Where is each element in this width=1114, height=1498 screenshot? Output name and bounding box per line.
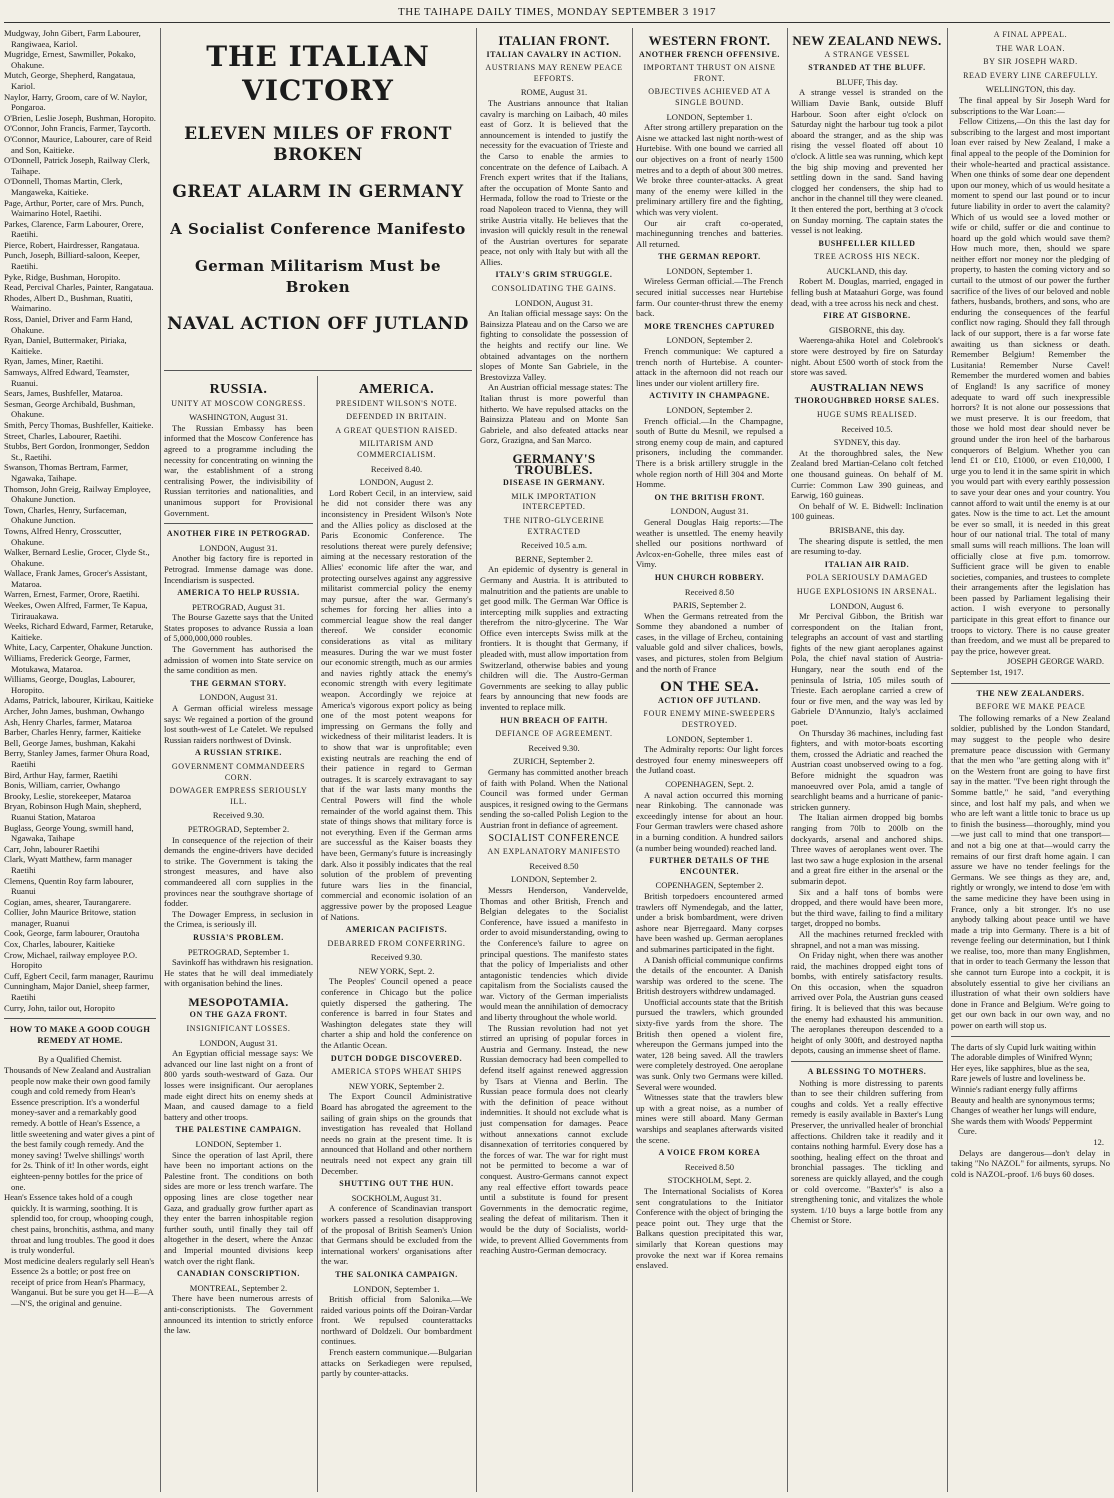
- poem-line: The darts of sly Cupid lurk waiting within: [951, 1041, 1096, 1052]
- divider: [164, 370, 472, 371]
- dateline: COPENHAGEN, September 2.: [655, 880, 764, 891]
- name-entry: Swanson, Thomas Bertram, Farmer, Ngawaka, Taihape.: [4, 462, 129, 483]
- dateline: SOCKHOLM, August 31.: [351, 1192, 442, 1203]
- name-entry: Sears, James, Bushfeller, Mataroa.: [4, 388, 123, 399]
- name-entry: O'Connor, John Francis, Farmer, Taycorth.: [4, 123, 151, 134]
- name-entry: Crow, Michael, railway employee P.O. Horopito: [4, 949, 138, 971]
- article-text: The International Socialists of Korea sent congratulations to the Initiator Conference with the object of bringing the peace point out. They urge that the Balkans question precipitated this war, similarly that Korean questions may provoke the next war if Korea remains enslaved.: [636, 1185, 783, 1271]
- subhead: THE GERMAN REPORT.: [658, 252, 761, 262]
- name-entry: Read, Percival Charles, Painter, Rangataua.: [4, 282, 154, 293]
- dateline: SYDNEY, this day.: [833, 437, 901, 448]
- article-text: An Austrian official message states: The Italian thrust is more powerful than hitherto. We have repulsed attacks on the Bainsizza Plateau and on Monte San Gabriele, and also defeated attacks near Gorz, Grazigna, and San Marco.: [480, 382, 628, 446]
- subhead: MORE TRENCHES CAPTURED: [644, 321, 775, 331]
- subhead: ACTION OFF JUTLAND.: [658, 695, 761, 705]
- divider: [164, 523, 313, 524]
- dateline: WASHINGTON, August 31.: [189, 412, 288, 423]
- article-text: The Dowager Empress, in seclusion in the Crimea, is seriously ill.: [164, 908, 313, 930]
- subhead: INSIGNIFICANT LOSSES.: [186, 1024, 291, 1034]
- dateline: ZURICH, September 2.: [513, 756, 595, 767]
- poem-line: Changes of weather her lungs will endure,: [951, 1105, 1097, 1116]
- section-head: AUSTRALIAN NEWS: [810, 381, 924, 394]
- name-entry: Bonis, William, carrier, Owhango: [4, 780, 121, 791]
- article-text: An epidemic of dysentry is general in Germany and Austria. It is attributed to malnutrition and the patients are unable to get good milk. The German War Office is intercepting milk supplies and extracting therefrom the nitro-glycerine. The War Office even intercepts Swiss milk at the frontiers. It is thought that Germany, if pleaded with, must allow importation from Switzerland, otherwise babies and young children will die. The Austro-German Governments are seeking to allay public fears by announcing that new foods are invented to replace milk.: [480, 564, 628, 713]
- poem-line: She wards them with Woods' Peppermint Cure.: [951, 1115, 1093, 1137]
- name-entry: Towns, Alfred Henry, Crosscutter, Ohakune.: [4, 525, 122, 547]
- western-column: [636, 28, 783, 1494]
- poem: [951, 1042, 1110, 1137]
- name-entry: Wallace, Frank James, Grocer's Assistant, Mataroa.: [4, 568, 148, 589]
- name-entry: Bell, George James, bushman, Kakahi: [4, 737, 136, 748]
- subhead: HUGE EXPLOSIONS IN ARSENAL.: [796, 586, 938, 596]
- subhead: SOCIALIST CONFERENCE: [488, 832, 620, 844]
- masthead-rule: [4, 22, 1110, 23]
- article-text: French communique: We captured a trench north of Hurtebise. A counter-attack in the afternoon did not reach our lines under our violent artillery fire.: [636, 346, 783, 388]
- name-entry: Rhodes, Albert D., Bushman, Ruatiti, Waimarino.: [4, 292, 133, 314]
- dateline: LONDON, September 1.: [195, 1139, 282, 1149]
- ad-byline: By a Qualified Chemist.: [38, 1054, 122, 1065]
- name-entry: Punch, Joseph, Billiard-saloon, Keeper, Raetihi.: [4, 250, 140, 272]
- subhead: THE PALESTINE CAMPAIGN.: [175, 1125, 302, 1135]
- article-text: An Egyptian official message says: We advanced our line last night on a front of 800 yards south-westward of Gaza. Our losses were insignificant. Our aeroplanes made eight direct hits on enemy sheds at Maan, and caused damage to a field battery and other troops.: [164, 1048, 313, 1122]
- name-entry: Thomson, John Greig, Railway Employee, Ohakune Junction.: [4, 483, 151, 505]
- subhead: THOROUGHBRED HORSE SALES.: [794, 396, 940, 406]
- article-text: An Italian official message says: On the Bainsizza Plateau and on the Carso we are fighting to consolidate the possession of the heights and rectify our line. We obtained advantages on the northern slopes of Monte San Gabriele, in the Brestovizza Valley.: [480, 308, 628, 382]
- name-entry: Buglass, George Young, swmill hand, Ngawaka, Taihape: [4, 822, 134, 844]
- name-entry: Cogian, ames, shearer, Taurangarere.: [4, 896, 132, 907]
- name-entry: O'Donnell, Thomas Martin, Clerk, Mangaweka, Kaitieke.: [4, 176, 123, 197]
- article-text: There have been numerous arrests of anti-conscriptionists. The Government announced its intention to strictly enforce the law.: [164, 1293, 313, 1336]
- subhead: DOWAGER EMPRESS SERIOUSLY ILL.: [169, 786, 308, 806]
- name-entry: Ash, Henry Charles, farmer, Mataroa: [4, 716, 132, 727]
- subhead: THE NEW ZEALANDERS.: [976, 688, 1085, 698]
- name-entry: Stubbs, Bert Gordon, Ironmonger, Seddon St., Raetihi.: [4, 441, 150, 462]
- dateline: LONDON, September 1.: [353, 1283, 440, 1294]
- article-text: British official from Salonika.—We raided various points off the Doiran-Vardar front. We repulsed counterattacks northward of Doldzeli. Our bombardment continues.: [321, 1294, 472, 1347]
- subhead: THE SALONIKA CAMPAIGN.: [335, 1269, 458, 1279]
- name-entry: Collier, John Maurice Britowe, station manager, Ruanui: [4, 907, 136, 928]
- lead-subhead: German Militarism Must be Broken: [194, 257, 442, 296]
- name-entry: O'Connor, Maurice, Labourer, care of Reid and Son, Kaitieke.: [4, 133, 152, 155]
- name-entry: Mugridge, Ernest, Sawmiller, Pokako, Ohakune.: [4, 49, 136, 70]
- names-column: [4, 28, 156, 1494]
- received-time: Received 8.40.: [370, 463, 423, 474]
- russia-column: [164, 380, 313, 1494]
- subhead: A VOICE FROM KOREA: [658, 1148, 761, 1158]
- poem-line: Winnie's radiant energy fully affirms: [951, 1084, 1078, 1094]
- column-rule: [160, 28, 161, 1492]
- dateline: BERNE, September 2.: [515, 553, 593, 564]
- ad-body: [4, 1065, 156, 1309]
- subhead: POLA SERIOUSLY DAMAGED: [806, 573, 928, 583]
- section-head: ON THE SEA.: [660, 679, 759, 696]
- dateline: LONDON, August 31.: [515, 297, 593, 308]
- section-head: RUSSIA.: [209, 382, 268, 397]
- article-text: Fellow Citizens,—On this the last day for subscribing to the largest and most important loan ever raised by New Zealand, I make a final appeal to the people of the Dominion for their whole-hearted and practical assistance. When one thinks of some dear one dependent upon our money, which of us would hesitate a moment to spend our last pound or to incur future liability in order to avert the calamity? Which of us would see a loved mother or wife or child, suffer or die and continue to hoard up the gold which would save them? How much more, then, should we spare neither effort nor money nor the pledging of property, to hasten the coming victory and so curtail to the utmost of our power the further sacrifice of the lives of our beloved and noble fathers, husbands, brothers, and sons, who are enduring the consequences of the fearful conflict now raging. Should they fall through lack of our support, there is a far worse fate awaiting us than sickness or death. Remember Belgium! Remember the Lusitania! Remember Nurse Cavel! Remember the murdered women and babies of England! Is any sacrifice of money adequate to ward off such inexpressible horrors? It is not alone our possessions that we must preserve. It is our freedom, that those we hold most dear should never be ground under the iron heel of the barbarous conquerors of Belgium. Whether you can lend £1 or £10, £1000, or even £10,000, I urge you to lend it in the same spirit in which you would part with every earthly possession to save your dear ones and your country. You cannot afford to wait until the enemy is at our gates. Now is the time to act. Let the amount be ever so small, it is needed in this great hour of our national trial. The total of many small sums will reach millions. The loan will officially close at five p.m. tomorrow. Sufficient grace will be given to enable societies, companies, and trustees to complete their arrangements after the legislation has been passed by Parliament legalising their action. I wish everyone to personally participate in this great effort to finance our troops to victory. There is no cause greater than freedom, and we must all be prepared to pay the price, however great.: [951, 116, 1110, 656]
- dateline: NEW YORK, September 2.: [348, 1080, 445, 1091]
- dateline: LONDON, August 31.: [199, 692, 278, 703]
- dateline: PETROGRAD, September 1.: [187, 946, 290, 957]
- subhead: BY SIR JOSEPH WARD.: [983, 57, 1078, 67]
- article-text: A Danish official communique confirms the details of the encounter. A Danish warship was ordered to the scene. The British destroyers withdrew undamaged.: [636, 954, 783, 997]
- name-entry: Carr, John, labourer Raetihi: [4, 843, 100, 854]
- article-text: In consequence of the rejection of their demands the engine-drivers have decided to strike. The Government is taking the strongest measures, and have also commandeered all corn supplies in the provinces near the southgrave shortage of fodder.: [164, 834, 313, 909]
- poem-line: The adorable dimples of Winifred Wynn;: [951, 1052, 1093, 1063]
- name-entry: Barber, Charles Henry, farmer, Kaitieke: [4, 727, 141, 738]
- article-text: On Friday night, when there was another raid, the machines dropped eight tons of bombs, with entirely satisfactory results. On this occasion, when the squadron arrived over Pola, the Austrian guns ceased firing. It is believed that this was because the enemy had exhausted his ammunition. The aeroplanes thereupon descended to a height of only 300ft, and destroyed naptha depots, causing an immense sheet of flame.: [791, 950, 943, 1056]
- poem-line: Beauty and health are synonymous terms;: [951, 1094, 1095, 1105]
- subhead: BUSHFELLER KILLED: [818, 238, 916, 248]
- name-entry: Cunningham, Major Daniel, sheep farmer, Raetihi: [4, 981, 150, 1003]
- name-entry: Cook, George, farm labourer, Orautoha: [4, 928, 140, 939]
- dateline: LONDON, September 1.: [666, 111, 753, 122]
- article-text: Nothing is more distressing to parents than to see their children suffering from coughs and colds. Yet a really effective remedy is easily available in Baxter's Lung Preserver, the unrivalled healer of bronchial affections. Children take it readily and it contains nothing harmful. Every dose has a soothing, healing effect on the throat and bronchial passages. The tickling and soreness are quickly allayed, and the cough or cold overcome. "Baxter's" is also a strengthening tonic, and vitalizes the whole system. 1/10 buys a large bottle from any Chemist or Store.: [791, 1077, 943, 1226]
- name-entry: Walker, Bernard Leslie, Grocer, Clyde St., Ohakune.: [4, 547, 150, 568]
- subhead: ACTIVITY IN CHAMPAGNE.: [649, 391, 770, 401]
- subhead: CONSOLIDATING THE GAINS.: [491, 284, 617, 294]
- name-entry: Ross, Daniel, Driver and Farm Hand, Ohakune.: [4, 314, 133, 335]
- section-head: WESTERN FRONT.: [648, 33, 771, 48]
- dateline: AUCKLAND, this day.: [826, 265, 908, 276]
- article-text: The Austrians announce that Italian cavalry is marching on Laibach, 40 miles east of Gorz. It is believed that the announcement is intended to justify the necessity for the evacuation of Trieste and the Carso to enable the armies to concentrate on the defence of Laibach. A French expert writes that if the Italians, after the occupation of Monte Santo and Hermada, follow the road to Trieste or the road Napoleon traced to Vienna, they will strike Austria vitally. He believes that the invasion will quickly result in the renewal of the Austrian overtures for separate peace, not only with Italy but with all the Allies.: [480, 97, 628, 267]
- article-text: The Government has authorised the admission of women into State service on the same condition as men.: [164, 644, 313, 676]
- dateline: NEW YORK, Sept. 2.: [358, 965, 435, 976]
- column-rule: [947, 28, 948, 1492]
- subhead: THE GERMAN STORY.: [190, 678, 287, 688]
- subhead: MILK IMPORTATION INTERCEPTED.: [511, 491, 597, 512]
- subhead: A RUSSIAN STRIKE.: [195, 748, 282, 758]
- name-entry: Williams, George, Douglas, Labourer, Horopito.: [4, 674, 136, 695]
- dateline: LONDON, September 1.: [666, 733, 753, 744]
- article-text: A strange vessel is stranded on the William Davie Bank, outside Bluff Harbour. Soon after eight o'clock on Saturday night the harbour tug took a pilot aboard the stranger, and as the ship was rising the vessel floated off about 10 o'clock. A little sea was running, which kept the big ship moving and prevented her settling down in the sand. Sand having clogged her condensers, the ship had to anchor in the channel till they were cleaned. It then entered the port, berthing at 3 o'cock on Sunday morning. The captain states the vessel is not leaking.: [791, 87, 943, 236]
- dateline: LONDON, September 2.: [511, 874, 597, 885]
- poem-number: 12.: [1093, 1136, 1104, 1147]
- name-entry: Pyke, Ridge, Bushman, Horopito.: [4, 271, 121, 282]
- article-text: Witnesses state that the trawlers blew up with a great noise, as a number of mines were still aboard. Many German warships and seaplanes afterwards visited the scene.: [636, 1092, 783, 1145]
- dateline: LONDON, August 6.: [830, 600, 904, 611]
- section-head: NEW ZEALAND NEWS.: [792, 33, 942, 48]
- subhead: A FINAL APPEAL.: [993, 30, 1068, 39]
- article-text: French eastern communique.—Bulgarian attacks on Serkadiegen were repulsed, partly by counter-attacks.: [321, 1347, 472, 1379]
- article-text: The shearing dispute is settled, the men are resuming to-day.: [791, 535, 943, 557]
- america-column: [321, 380, 472, 1494]
- subhead: DEFENDED IN BRITAIN.: [346, 412, 447, 422]
- article-text: The final appeal by Sir Joseph Ward for subscriptions to the War Loan:—: [951, 94, 1110, 116]
- article-text: Robert M. Douglas, married, engaged in felling bush at Mataahuri Gorge, was found dead, with a tree across his neck and chest.: [791, 276, 943, 308]
- article-text: The Peoples' Council opened a peace conference in Chicago but the police quietly dispersed the gathering. The conference is barred in four States and Washington delegates state they will charter a ship and hold the conference on the Atlantic Ocean.: [321, 976, 472, 1051]
- column-rule: [787, 28, 788, 1492]
- dateline: LONDON, August 31.: [670, 506, 749, 517]
- name-entry: Weeks, Richard Edward, Farmer, Retaruke, Kaitieke.: [4, 621, 154, 642]
- dateline: PETROGRAD, August 31.: [191, 601, 286, 612]
- name-entry: Smith, Percy Thomas, Bushfeller, Kaitieke.: [4, 419, 154, 430]
- name-entry: Street, Charles, Labourer, Raetihi.: [4, 430, 122, 441]
- article-text: French official.—In the Champagne, south of Butte du Mesnil, we repulsed a strong enemy coup de main, and captured prisoners, including the commander. There is a brisk artillery struggle in the whole region north of Hill 304 and Morte Homme.: [636, 415, 783, 490]
- subhead: OBJECTIVES ACHIEVED AT A SINGLE BOUND.: [648, 87, 771, 107]
- article-text: All the machines returned freckled with shrapnel, and not a man was missing.: [791, 928, 943, 950]
- dateline: PARIS, September 2.: [672, 600, 747, 611]
- subhead: BEFORE WE MAKE PEACE: [975, 702, 1086, 712]
- section-head: GERMANY'S TROUBLES.: [512, 450, 596, 477]
- article-text: Unofficial accounts state that the British pursued the trawlers, which grounded sixty-five yards from the shore. The British then opened a violent fire, whereupon the Germans jumped into the water, 128 being saved. All the trawlers were completely destroyed. One aeroplane was sunk. Only two Germans were killed. Several were wounded.: [636, 996, 783, 1092]
- dateline: LONDON, August 2.: [359, 477, 434, 488]
- subhead: ON THE BRITISH FRONT.: [654, 492, 765, 502]
- name-entry: Warren, Ernest, Farmer, Orore, Raetihi.: [4, 589, 140, 600]
- name-entry: O'Brien, Leslie Joseph, Bushman, Horopito.: [4, 112, 156, 123]
- subhead: ANOTHER FRENCH OFFENSIVE.: [638, 49, 780, 59]
- dateline: LONDON, September 2.: [666, 335, 753, 346]
- name-entry: Clemens, Quentin Roy farm labourer, Ruanui: [4, 875, 134, 897]
- name-entry: Berry, Stanley James, farmer Ohura Road, Raetihi: [4, 748, 150, 769]
- article-text: When the Germans retreated from the Somme they abandoned a number of cases, in the village of Ercheu, containing valuable gold and silver chalices, bowls, vases, and pictures, stolen from Belgium and the north of France: [636, 610, 783, 674]
- lead-subhead: GREAT ALARM IN GERMANY: [172, 182, 464, 202]
- subhead: FIRE AT GISBORNE.: [823, 311, 911, 321]
- article-text: Messrs Henderson, Vandervelde, Thomas and other British, French and Belgian delegates to the Socialist Conference, have issued a manifesto in order to avoid misunderstanding, owing to the Conference's failure to agree on principal questions. The manifesto states that the policy of Imperialists and other antagonistic tendencies which divide capitalism from the Socialists caused the war. Victory of the German imperialists would mean the annihilation of democracy and liberty throughout the whole world.: [480, 884, 628, 1023]
- article-text: The Bourse Gazette says that the United States proposes to advance Russia a loan of 5,000,000,000 roubles.: [164, 612, 313, 644]
- divider: [791, 1061, 943, 1062]
- subhead: AMERICAN PACIFISTS.: [345, 925, 448, 935]
- subhead: FURTHER DETAILS OF THE ENCOUNTER.: [649, 856, 770, 876]
- article-text: At the thoroughbred sales, the New Zealand bred Martian-Celano colt fetched one thousand guineas. On behalf of M. Currie: Common Law 390 guineas, and Earwig, 160 guineas.: [791, 447, 943, 501]
- subhead: DEFIANCE OF AGREEMENT.: [495, 729, 613, 739]
- article-text: A German official wireless message says: We regained a portion of the ground lost south-west of Le Catelet. We repulsed Russian raiders northwest of Dvinsk.: [164, 703, 313, 745]
- name-entry: Clark, Wyatt Matthew, farm manager Raetihi: [4, 854, 133, 875]
- article-text: A naval action occurred this morning near Rinkobing. The cannonade was exceedingly intense for about an hour. Four German trawlers were chased ashore in a burning condition. A hundred sailors (a number being wounded) reached land.: [636, 789, 783, 853]
- divider: [951, 1036, 1110, 1037]
- article-text: A conference of Scandinavian transport workers passed a resolution disapproving of the proposal of British Seamen's Union that Germans should be excluded from the international workers' organisations after the war.: [321, 1203, 472, 1267]
- name-entry: Naylor, Harry, Groom, care of W. Naylor, Pongaroa.: [4, 91, 148, 113]
- column-rule: [317, 376, 318, 1492]
- article-text: Wireless German official.—The French secured initial successes near Hurtebise farm. Our counter-thrust threw the enemy back.: [636, 276, 783, 319]
- dateline: MONTREAL, September 2.: [189, 1282, 288, 1293]
- subhead: HUN BREACH OF FAITH.: [500, 715, 608, 725]
- section-head: ITALIAN FRONT.: [498, 33, 610, 48]
- article-text: After strong artillery preparation on the Aisne we attacked last night north-west of Hurtebise. With one bound we carried all our objectives on a front of nearly 1500 metres and to a depth of about 300 metres. We broke three counter-attacks. A great many of the enemy were killed in the preliminary artillery fire and the fighting, which was very violent.: [636, 122, 783, 217]
- subhead: SHUTTING OUT THE HUN.: [339, 1179, 454, 1189]
- subhead: CANADIAN CONSCRIPTION.: [177, 1269, 300, 1279]
- article-text: The Export Council Administrative Board has abrogated the agreement to the sailing of grain ships on the grounds that investigation has revealed that Holland needs no grain at the present time. It is announced that Holland and other northern neutrals need not expect any grain till December.: [321, 1091, 472, 1176]
- subhead: HUN CHURCH ROBBERY.: [654, 572, 765, 582]
- received-time: Received 10.5.: [841, 423, 893, 434]
- subhead: GOVERNMENT COMMANDEERS CORN.: [171, 762, 306, 782]
- dateline: ROME, August 31.: [520, 87, 588, 98]
- article-text: British torpedoers encountered armed trawlers off Nymendegab, and the latter, under a brisk bombardment, were driven ashore near Bjerregaard. Many corpses have been washed up. German aeroplanes and submarines participated in the fight.: [636, 890, 783, 954]
- section-head: AMERICA.: [358, 382, 435, 397]
- received-time: Received 9.30.: [212, 810, 265, 821]
- article-text: Mr Percival Gibbon, the British war correspondent on the Italian front, telegraphs an account of vast and startling fights of the new giant aeroplanes against Pola, the chief naval station of Austria-Hungary, near the south end of the peninsula of Istria, 105 miles south of Trieste. Each aeroplane carried a crew of four or five men, and the way was led by Gabriele D'Annunzio, Italy's acclaimed poet.: [791, 611, 943, 728]
- column-rule: [476, 28, 477, 1492]
- subhead: AUSTRIANS MAY RENEW PEACE EFFORTS.: [485, 63, 623, 83]
- subhead: ANOTHER FIRE IN PETROGRAD.: [166, 529, 311, 539]
- name-entry: Sesman, George Archibald, Bushman, Ohakune.: [4, 398, 136, 420]
- article-text: Since the operation of last April, there have been no important actions on the Palestine front. The conditions on both sides are more or less trench warfare. The opposing lines are close together near Gaza, and gradually grow further apart as they enter the barren inhospitable region further south, until finally they tail off altogether in the desert, where the Anzac and Imperial mounted divisions keep watch over the right flank.: [164, 1149, 313, 1266]
- subhead: UNITY AT MOSCOW CONGRESS.: [171, 398, 306, 408]
- ad-paragraph: Thousands of New Zealand and Australian people now make their own good family cough and cold remedy from Hean's Essence prescription. It's a wonderful money-saver and a remarkably good remedy. A bottle of Hean's Essence, a little sweetening and water gives a pint of the best family cough remedy. And the money saving! Twelve shillings' worth for 2s. Think of it! In other words, eight eighteen-penny bottles for the price of one.: [4, 1065, 155, 1192]
- name-entry: Ryan, Daniel, Buttermaker, Piriaka, Kaitieke.: [4, 335, 127, 356]
- name-entry: Archer, John James, bushman, Owhango: [4, 706, 145, 716]
- article-text: Germany has committed another breach of faith with Poland. When the National Council was formed under German auspices, it resigned owing to the Germans sending the so-called Polish Legion to the Austrian front in defiance of agreement.: [480, 767, 628, 830]
- name-entry: Page, Arthur, Porter, care of Mrs. Punch, Waimarino Hotel, Raetihi.: [4, 197, 144, 219]
- nz-column: [791, 28, 943, 1494]
- subhead: HUGE SUMS REALISED.: [816, 410, 918, 419]
- lead-subhead: NAVAL ACTION OFF JUTLAND: [167, 314, 469, 334]
- subhead: MILITARISM AND COMMERCIALISM.: [357, 439, 436, 459]
- section-head: MESOPOTAMIA.: [188, 994, 289, 1009]
- article-text: The Russian revolution had not yet stirred an uprising of popular forces in Austria and Germany. Instead, the new Russian democracy had been compelled to defend itself against renewed aggression by Tsars at Vienna and Berlin. The Russian peace formula does not clearly with the definition of peace without indemnities. It should not exclude what is just compensation for damages. Peace without annexations cannot exclude disannexation of territories conquered by the forces of war. The war for right must not be permitted to become a war of conquest. Austro-Germans cannot expect any real effective effort towards peace until a substitute is found for present Governments in the democratic regime, sealing the defeat of militarism. Then it would be the duty of Socialists, world-wide, to prevent Allied Governments from reaching Austro-German democracy.: [480, 1022, 628, 1256]
- article-text: Delays are dangerous—don't delay in taking "No NAZOL" for ailments, syrups. No cold is NAZOL-proof. 1/6 buys 60 doses.: [951, 1147, 1110, 1179]
- name-entry: Cox, Charles, labourer, Kaitieke: [4, 939, 115, 950]
- received-time: Received 9.30.: [528, 742, 580, 753]
- dateline: LONDON, September 1.: [666, 265, 753, 276]
- dateline: WELLINGTON, this day.: [985, 84, 1076, 95]
- name-entry: Pierce, Robert, Hairdresser, Rangataua.: [4, 239, 140, 250]
- subhead: STRANDED AT THE BLUFF.: [808, 63, 926, 73]
- name-entry: Mudgway, John Gibert, Farm Labourer, Rangiwaea, Kariol.: [4, 28, 141, 49]
- article-text: Waerenga-ahika Hotel and Colebrook's store were destroyed by fire on Saturday night. About £500 worth of stock from the store was saved.: [791, 335, 943, 378]
- name-entry: Bird, Arthur Hay, farmer, Raetihi: [4, 769, 118, 780]
- lead-headlines: [164, 40, 472, 335]
- name-entry: Cuff, Egbert Cecil, farm manager, Raurimu: [4, 970, 154, 981]
- name-entry: Ryan, James, Miner, Raetihi.: [4, 356, 104, 367]
- article-text: Savinkoff has withdrawn his resignation. He states that he will deal immediately with organisation behind the lines.: [164, 957, 313, 989]
- lead-subhead: ELEVEN MILES OF FRONT BROKEN: [184, 124, 452, 165]
- subhead: TREE ACROSS HIS NECK.: [814, 252, 920, 262]
- dateline: LONDON, August 31.: [199, 542, 278, 553]
- article-text: The following remarks of a New Zealand soldier, published by the London Standard, may suggest to the people who desire premature peace discussion with Germany that the men who "are getting along with it" on the Western front are going to have first say in the matter. "I've been right through the Somme battle," he said, "and everything since, and lost half my pals, and when we who are left want a little tonic to brace us up to finish the business—thoroughly, mind you—we just call to mind that one transport—and not a big one at that—would carry the remains of our first draft home again. I can assure we have no tender feelings for the Germans. We see things as they are, and, rightly or wrongly, we intend to dose 'em with the same medicine they have been using in France, only a bit stronger. It's no use anybody talking about peace until we have made a trip into Germany. There is a bit of revenge feeling our determination, but I think we realise, too, more than many Englishmen, that in order to teach Germany the lesson that she cannot turn Europe into a cockpit, it is absolutely essential to give her civilians an illustration of what their own soldiers have done in France and Belgium. We're going to get our own back in our own way, and no power on earth will stop us.: [951, 712, 1110, 1031]
- poem-line: Her eyes, like sapphires, blue as the sea,: [951, 1062, 1090, 1073]
- name-entry: Williams, Frederick George, Farmer, Motukawa, Mataroa.: [4, 653, 131, 674]
- name-entry: Adams, Patrick, labourer, Kirikau, Kaitieke: [4, 695, 154, 706]
- dateline: BLUFF, This day.: [836, 76, 898, 87]
- article-text: Another big factory fire is reported in Petrograd. Immense damage was done. Incendiarism is suspected.: [164, 553, 313, 585]
- subhead: PRESIDENT WILSON'S NOTE.: [335, 398, 458, 408]
- subhead: AMERICA STOPS WHEAT SHIPS: [331, 1067, 462, 1077]
- received-time: Received 8.50: [684, 1161, 735, 1172]
- article-text: The Russian Embassy has been informed that the Moscow Conference has agreed to a programme including the necessity for concentrating on winning the war, the establishment of a strong centralising Power, the indivisibility of Russian territories and nationalities, and unanimous support for Provisional Government.: [164, 422, 313, 518]
- subhead: THE NITRO-GLYCERINE EXTRACTED: [503, 515, 605, 536]
- signature: JOSEPH GEORGE WARD.: [1006, 656, 1104, 667]
- subhead: READ EVERY LINE CAREFULLY.: [963, 70, 1098, 80]
- name-entry: Curry, John, tailor out, Horopito: [4, 1002, 115, 1013]
- received-time: Received 10.5 a.m.: [520, 540, 588, 551]
- subhead: DISEASE IN GERMANY.: [502, 478, 605, 488]
- ad-paragraph: Hean's Essence takes hold of a cough quickly. It is warming, soothing. It is splendid too, for croup, whooping cough, chest pains, bronchitis, asthma, and many throat and lung troubles. The good it does is truly wonderful.: [4, 1192, 155, 1256]
- subhead: ON THE GAZA FRONT.: [189, 1010, 288, 1020]
- subhead: ITALIAN CAVALRY IN ACTION.: [486, 49, 622, 59]
- subhead: A BLESSING TO MOTHERS.: [807, 1067, 927, 1077]
- lead-headline: THE ITALIAN VICTORY: [206, 40, 430, 107]
- dateline: LONDON, August 31.: [199, 1037, 278, 1048]
- article-text: Six and a half tons of bombs were dropped, and there would have been more, but the third wave, failing to find a military target, dropped no bombs.: [791, 886, 943, 929]
- dateline: STOCKHOLM, Sept. 2.: [667, 1175, 752, 1186]
- received-time: Received 8.50: [529, 860, 579, 871]
- poem-line: Rare jewels of lustre and loveliness be.: [951, 1073, 1086, 1084]
- dateline: BRISBANE, this day.: [829, 524, 905, 535]
- name-entry: Brooky, Leslie, storekeeper, Mataroa: [4, 790, 132, 801]
- name-entry: Parkes, Clarence, Farm Labourer, Orere, Raetihi.: [4, 218, 144, 240]
- name-entry: O'Donnell, Patrick Joseph, Railway Clerk, Taihape.: [4, 155, 150, 176]
- article-text: General Douglas Haig reports:—The weather is unsettled. The enemy heavily shelled our positions northward of Avlcox-en-Gohelle, three miles east of Vimy.: [636, 516, 783, 570]
- name-entry: Bryan, Robinson Hugh Main, shepherd, Ruanui Station, Mataroa: [4, 801, 142, 822]
- subhead: THE WAR LOAN.: [995, 43, 1066, 53]
- article-text: The Italian airmen dropped big bombs ranging from 70lb to 200lb on the dockyards, arsenal and anchored ships. Three waves of aeroplanes went over. The last two saw a huge explosion in the arsenal and a great fire either in the arsenal or the submarin depot.: [791, 812, 943, 886]
- date-line: September 1st, 1917.: [951, 667, 1024, 678]
- name-entry: Mutch, George, Shepherd, Rangataua, Kariol.: [4, 70, 136, 91]
- lead-subhead: A Socialist Conference Manifesto: [170, 220, 466, 238]
- name-entry: Weekes, Owen Alfred, Farmer, Te Kapua, Tirirauakawa.: [4, 600, 148, 621]
- subhead: RUSSIA'S PROBLEM.: [193, 932, 284, 942]
- article-text: Our air craft co-operated, machinegunning trenches and batteries. All returned.: [636, 217, 783, 249]
- appeal-column: [951, 28, 1110, 1494]
- received-time: Received 8.50: [684, 586, 735, 597]
- subhead: ITALIAN AIR RAID.: [824, 559, 910, 569]
- masthead: THE TAIHAPE DAILY TIMES, MONDAY SEPTEMBER 3 1917: [397, 6, 716, 18]
- dateline: COPENHAGEN, Sept. 2.: [665, 779, 754, 789]
- ad-title: HOW TO MAKE A GOOD COUGH REMEDY AT HOME.: [9, 1024, 151, 1045]
- names-list: [4, 28, 156, 1013]
- subhead: ITALY'S GRIM STRUGGLE.: [495, 270, 613, 280]
- subhead: A STRANGE VESSEL: [824, 49, 910, 59]
- column-rule: [632, 28, 633, 1492]
- ad-paragraph: Most medicine dealers regularly sell Hean's Essence 2s a bottle; or post free on receipt of price from Hean's Pharmacy, Wanganui. But be sure you get H—E—A—N'S, the original and genuine.: [4, 1255, 155, 1309]
- subhead: AMERICA TO HELP RUSSIA.: [177, 588, 300, 598]
- article-text: Lord Robert Cecil, in an interview, said he did not consider there was any inconsistency in President Wilson's Note and the Allies policy as disclosed at the Paris Economic Conference. The resolutions thereat were purely defensive; aiming at the necessary restoration of the Allies' economic life after the war, and protecting ourselves against any aggressive militarist commercial policy the enemy may pursue, after the war. Germany's schemes for forcing her allies into a commercial league show the real danger thereof. We consider economic considerations as vital as military measures. During the war we must foster our economic strength, much as our armies and navies rightly attack the enemy's economic strength with every legitimate weapon. Accordingly we rejoice at America's vigorous export policy as being one of the most potent weapons for impressing on Germans the folly and wickedness of their militarist leaders. It is to show that war is unprofitable; even existing neutrals are reaching the end of their patience in regard to German outrages. It is scarcely extravagant to say that if the war lasts many months the Central Powers will find the whole remainder of the world against them. This state of things shows that military force is not everything. Even if the German arms are successful as the Kaiser boasts they have been, Germany's future is increasingly dark. Also it possibly indicates that the real solution of the problem of preventing future wars lies in the financial, commercial and economic isolation of an aggressive power by the proposed League of Nations.: [321, 487, 472, 922]
- article-text: On behalf of W. E. Bidwell: Inclination 100 guineas.: [791, 500, 943, 522]
- subhead: IMPORTANT THRUST ON AISNE FRONT.: [643, 63, 776, 83]
- name-entry: Samways, Alfred Edward, Teamster, Ruanui.: [4, 367, 130, 388]
- dateline: PETROGRAD, September 2.: [187, 823, 290, 834]
- divider: [50, 1049, 111, 1050]
- subhead: FOUR ENEMY MINE-SWEEPERS DESTROYED.: [643, 709, 776, 730]
- article-text: On Thursday 36 machines, including fast fighters, and with motor-boats escorting them, crossed the Adriatic and reached the Austrian coast unobserved owing to a fog. Before midnight the squadron was manoeuvred over Pola, amid a tangle of searchlight beams and a hurricane of panic-stricken gunnery.: [791, 727, 943, 812]
- subhead: A GREAT QUESTION RAISED.: [335, 425, 458, 435]
- subhead: DUTCH DODGE DISCOVERED.: [330, 1053, 463, 1063]
- name-entry: White, Lacy, Carpenter, Ohakune Junction.: [4, 642, 153, 653]
- dateline: LONDON, September 2.: [666, 405, 753, 415]
- dateline: GISBORNE, this day.: [829, 324, 905, 335]
- received-time: Received 9.30.: [370, 952, 423, 963]
- italy-column: [480, 28, 628, 1494]
- article-text: The Admiralty reports: Our light forces destroyed four enemy minesweepers off the Jutland coast.: [636, 744, 783, 776]
- divider: [951, 683, 1110, 684]
- subhead: AN EXPLANATORY MANIFESTO: [487, 847, 621, 857]
- name-entry: Town, Charles, Henry, Surfaceman, Ohakune Junction.: [4, 504, 127, 526]
- subhead: DEBARRED FROM CONFERRING.: [327, 938, 466, 948]
- divider: [4, 1018, 156, 1019]
